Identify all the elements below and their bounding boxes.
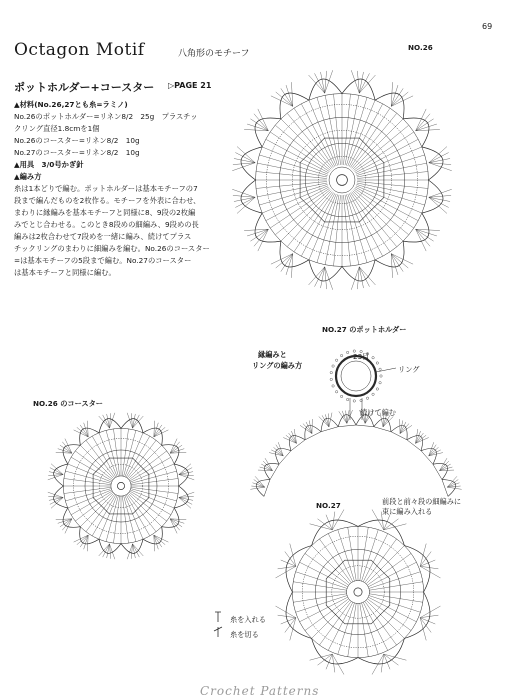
text-line: は基本モチーフと同様に編む。	[14, 268, 116, 277]
edge-and-ring-diagram	[250, 350, 461, 497]
edge-title-line2: リングの編み方	[252, 361, 303, 370]
text-line: 段まで編んだものを2枚作る。モチーフを外表に合わせ、	[14, 196, 201, 205]
legend-icons	[214, 612, 222, 637]
text-line: クリング直径1.8cmを1個	[14, 124, 100, 133]
text-line: No.27のコースター=リネン8/2 10g	[14, 148, 140, 157]
page-number: 69	[482, 22, 493, 31]
text-line: No.26のポットホルダー=リネン8/2 25g プラスチッ	[14, 112, 198, 121]
no26-potholder-diagram	[232, 70, 452, 290]
legend-cut-label: 糸を切る	[230, 630, 259, 639]
tools-heading: ▲用具 3/0号かぎ針	[14, 160, 84, 169]
note-line1: 前段と前々段の細編みに	[382, 497, 462, 506]
no27-potholder-label: NO.27 のポットホルダー	[322, 325, 407, 334]
no27-coaster-diagram	[276, 510, 441, 675]
text-line: チックリングのまわりに細編みを編む。No.26のコースター	[14, 244, 210, 253]
page-title: Octagon Motif	[14, 40, 145, 60]
page-title-japanese: 八角形のモチーフ	[178, 49, 250, 59]
no26-label: NO.26	[408, 43, 433, 52]
method-heading: ▲編み方	[14, 172, 42, 181]
materials-heading: ▲材料(No.26,27とも糸=ラミノ)	[14, 100, 128, 109]
text-line: =は基本モチーフの5段まで編む。No.27のコースター	[14, 256, 192, 265]
text-line: No.26のコースター=リネン8/2 10g	[14, 136, 140, 145]
no27-label: NO.27	[316, 501, 341, 510]
legend-join-label: 糸を入れる	[230, 615, 266, 624]
text-line: まわりに縁編みを基本モチーフと同様に8、9段の2枚編	[14, 208, 196, 217]
watermark: Crochet Patterns	[200, 684, 320, 698]
no26-coaster-label: NO.26 のコースター	[33, 399, 103, 408]
section-title: ポットホルダー+コースター	[14, 81, 155, 94]
note-line2: 束に編み入れる	[382, 507, 433, 516]
continue-label: 続けて編む	[360, 408, 396, 417]
ring-count-label: 23目	[353, 352, 370, 361]
no26-coaster-diagram	[48, 413, 194, 559]
edge-title-line1: 縁編みと	[258, 350, 287, 359]
text-line: 編みは2枚合わせて7段めを一緒に編み、続けてプラス	[14, 232, 192, 241]
ring-label: リング	[398, 365, 420, 374]
text-line: 糸は1本どりで編む。ポットホルダーは基本モチーフの7	[14, 184, 198, 193]
text-line: みでとじ合わせる。このとき8段めの細編み、9段めの長	[14, 220, 199, 229]
page-reference: ▷PAGE 21	[168, 81, 212, 90]
